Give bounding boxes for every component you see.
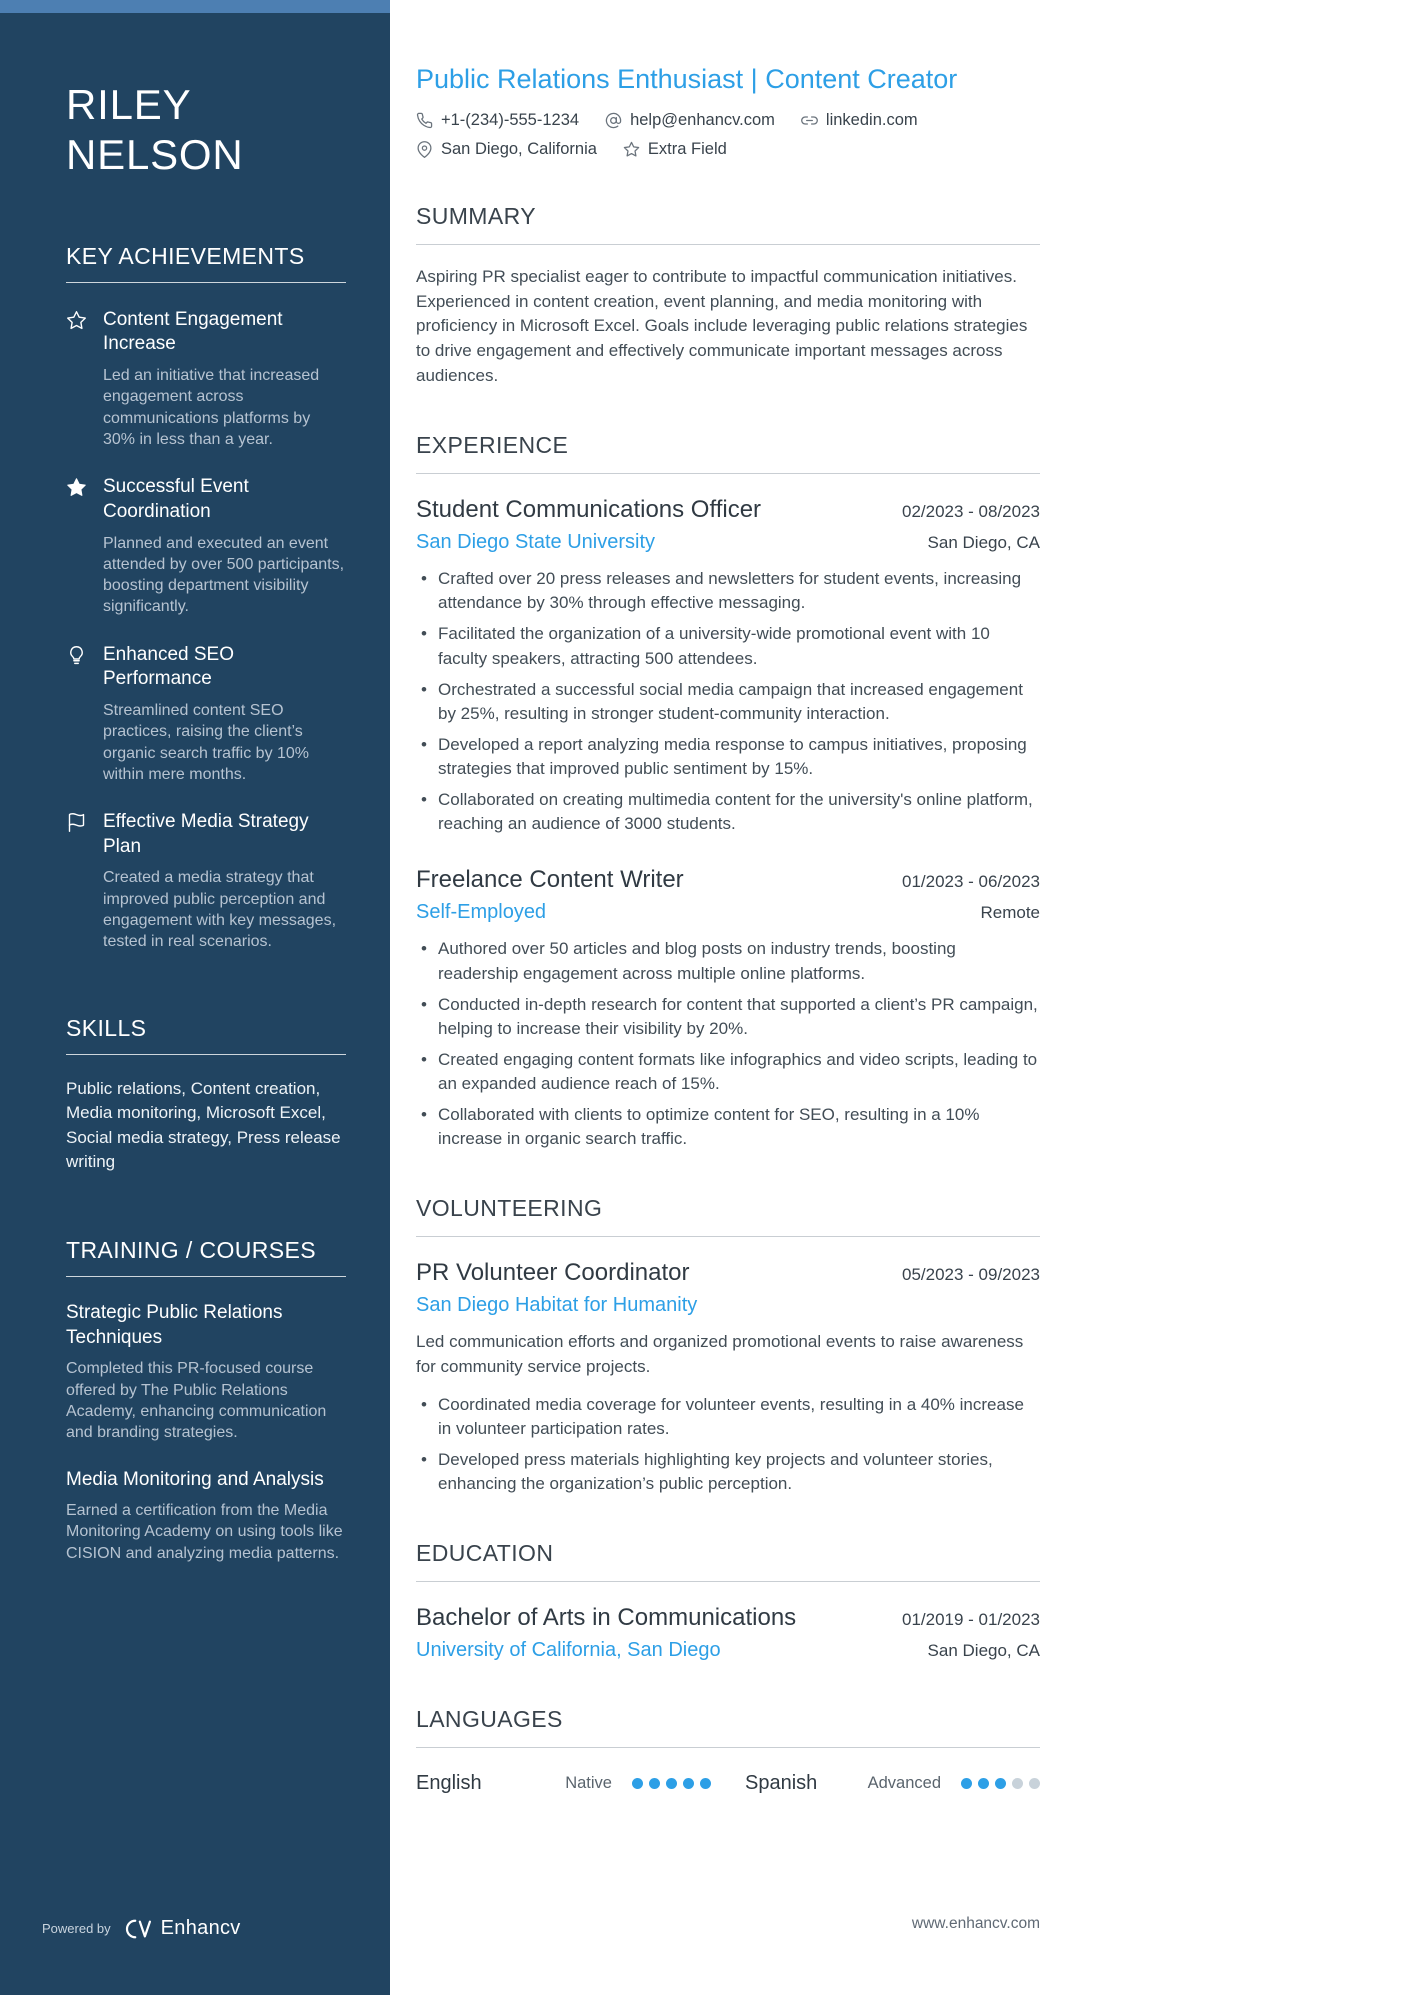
- main-content: [390, 0, 1040, 1795]
- enhancv-brand[interactable]: [123, 1917, 241, 1940]
- bullet-item: • Orchestrated a successful social media campaign that increased engagement by 25%, resulting in stronger student-community interaction.: [416, 678, 1040, 726]
- achievements-list: [66, 308, 346, 953]
- language-name: Spanish: [745, 1772, 818, 1795]
- bullet-item: • Coordinated media coverage for volunteer events, resulting in a 40% increase in volunteer participation rates.: [416, 1393, 1040, 1441]
- role-dates: 05/2023 - 09/2023: [901, 1265, 1040, 1285]
- dot-filled: [666, 1778, 677, 1789]
- entry-subheader: [416, 1639, 1040, 1662]
- language-proficiency-dots: [632, 1778, 711, 1789]
- language-item: [745, 1772, 1040, 1795]
- achievement-item: [66, 643, 346, 785]
- course-item: [66, 1301, 346, 1443]
- company-name: Self-Employed: [416, 901, 547, 924]
- entry-subheader: [416, 1294, 1040, 1317]
- organization-name: San Diego Habitat for Humanity: [416, 1294, 698, 1317]
- key-achievements-heading: KEY ACHIEVEMENTS: [66, 243, 346, 283]
- linkedin-url: linkedin.com: [825, 111, 918, 129]
- powered-by-label: Powered by: [42, 1921, 111, 1936]
- experience-heading: EXPERIENCE: [416, 432, 1040, 474]
- job-bullet-list: [416, 937, 1040, 1151]
- page-title: Public Relations Enthusiast | Content Creator: [416, 64, 958, 94]
- star-outline-icon: [66, 310, 88, 450]
- language-item: [416, 1772, 711, 1795]
- brand-name: Enhancv: [160, 1917, 241, 1939]
- achievement-title: Content Engagement Increase: [103, 308, 283, 355]
- education-heading: EDUCATION: [416, 1540, 1040, 1582]
- dot-empty: [1029, 1778, 1040, 1789]
- job-title: Freelance Content Writer: [416, 866, 684, 894]
- candidate-name: RILEY NELSON: [66, 81, 244, 179]
- summary-text: Aspiring PR specialist eager to contribute to impactful communication initiatives. Experienced in content creation, event planning, and media monitoring with proficiency in Microsoft Excel. Goals include leveraging public relations strategies to drive engagement and effectively communicate important messages across audiences.: [416, 267, 1028, 385]
- course-description: Completed this PR-focused course offered by The Public Relations Academy, enhancing communication and branding strategies.: [66, 1360, 327, 1442]
- role-bullet-list: [416, 1393, 1040, 1497]
- entry-header: [416, 1604, 1040, 1632]
- entry-subheader: [416, 901, 1040, 924]
- achievement-body: [103, 308, 346, 450]
- school-name: University of California, San Diego: [416, 1639, 721, 1662]
- job-dates: 02/2023 - 08/2023: [901, 502, 1040, 522]
- bullet-item: • Developed a report analyzing media response to campus initiatives, proposing strategies that improved public sentiment by 15%.: [416, 733, 1040, 781]
- experience-entry: [416, 496, 1040, 836]
- course-description: Earned a certification from the Media Monitoring Academy on using tools like CISION and analyzing media patterns.: [66, 1502, 343, 1562]
- dot-filled: [978, 1778, 989, 1789]
- sidebar-footer: [42, 1917, 241, 1940]
- language-level: Advanced: [867, 1774, 941, 1793]
- location-text: San Diego, California: [441, 140, 597, 158]
- email-contact[interactable]: [605, 111, 775, 130]
- achievement-title: Effective Media Strategy Plan: [103, 811, 309, 857]
- dot-empty: [1012, 1778, 1023, 1789]
- achievement-item: [66, 810, 346, 952]
- entry-header: [416, 496, 1040, 524]
- link-icon: [801, 112, 818, 129]
- entry-subheader: [416, 531, 1040, 554]
- achievement-title: Successful Event Coordination: [103, 476, 249, 522]
- achievement-title: Enhanced SEO Performance: [103, 643, 234, 690]
- job-title: Student Communications Officer: [416, 496, 762, 524]
- bullet-item: • Developed press materials highlighting key projects and volunteer stories, enhancing the organization’s public perception.: [416, 1448, 1040, 1496]
- achievement-item: [66, 475, 346, 617]
- bullet-item: • Collaborated on creating multimedia content for the university's online platform, reaching an audience of 3000 students.: [416, 788, 1040, 836]
- course-item: [66, 1468, 346, 1564]
- education-dates: 01/2019 - 01/2023: [901, 1610, 1040, 1630]
- dot-filled: [700, 1778, 711, 1789]
- dot-filled: [683, 1778, 694, 1789]
- dot-filled: [649, 1778, 660, 1789]
- language-name: English: [416, 1772, 482, 1795]
- job-location: Remote: [980, 903, 1040, 923]
- education-location: San Diego, CA: [927, 1641, 1040, 1661]
- company-name: San Diego State University: [416, 531, 656, 554]
- phone-number: +1-(234)-555-1234: [441, 111, 580, 129]
- achievement-description: Led an initiative that increased engagement across communications platforms by 30% in less than a year.: [103, 367, 320, 448]
- enhancv-logo-icon: [123, 1918, 153, 1940]
- location-pin-icon: [416, 141, 433, 158]
- skills-text: Public relations, Content creation, Media monitoring, Microsoft Excel, Social media strategy, Press release writing: [66, 1078, 341, 1172]
- experience-entry: [416, 866, 1040, 1151]
- email-address: help@enhancv.com: [630, 111, 775, 129]
- volunteering-heading: VOLUNTEERING: [416, 1195, 1040, 1237]
- website-link[interactable]: www.enhancv.com: [911, 1915, 1040, 1932]
- phone-icon: [416, 112, 433, 129]
- bullet-item: • Conducted in-depth research for content that supported a client’s PR campaign, helping to increase their visibility by 20%.: [416, 993, 1040, 1041]
- star-filled-icon: [66, 477, 88, 617]
- phone-contact: [416, 111, 579, 130]
- summary-heading: SUMMARY: [416, 203, 1040, 245]
- dot-filled: [632, 1778, 643, 1789]
- location-contact: [416, 140, 597, 159]
- languages-row: [416, 1772, 1040, 1795]
- star-icon: [623, 141, 640, 158]
- job-dates: 01/2023 - 06/2023: [901, 872, 1040, 892]
- extra-field-contact: [623, 140, 727, 159]
- achievement-description: Planned and executed an event attended by over 500 participants, boosting department visibility significantly.: [103, 534, 345, 616]
- bullet-item: • Collaborated with clients to optimize content for SEO, resulting in a 10% increase in organic search traffic.: [416, 1103, 1040, 1151]
- achievement-body: [103, 810, 346, 952]
- role-description: Led communication efforts and organized promotional events to raise awareness for community service projects.: [416, 1332, 1024, 1377]
- role-title: PR Volunteer Coordinator: [416, 1259, 690, 1287]
- job-bullet-list: [416, 567, 1040, 836]
- course-title: Media Monitoring and Analysis: [66, 1468, 324, 1490]
- training-heading: TRAINING / COURSES: [66, 1237, 346, 1277]
- language-level: Native: [565, 1774, 612, 1793]
- flag-icon: [66, 812, 88, 952]
- achievement-body: [103, 643, 346, 785]
- linkedin-contact[interactable]: [801, 111, 918, 130]
- at-icon: [605, 112, 622, 129]
- course-title: Strategic Public Relations Techniques: [66, 1302, 283, 1348]
- degree-title: Bachelor of Arts in Communications: [416, 1604, 797, 1632]
- achievement-body: [103, 475, 346, 617]
- education-entry: [416, 1604, 1040, 1662]
- sidebar: [0, 0, 390, 1995]
- achievement-item: [66, 308, 346, 450]
- languages-heading: LANGUAGES: [416, 1706, 1040, 1748]
- achievement-description: Created a media strategy that improved public perception and engagement with key messages, tested in real scenarios.: [103, 869, 337, 951]
- skills-heading: SKILLS: [66, 1015, 346, 1055]
- dot-filled: [995, 1778, 1006, 1789]
- achievement-description: Streamlined content SEO practices, raising the client’s organic search traffic by 10% within mere months.: [103, 702, 310, 783]
- volunteering-entry: [416, 1259, 1040, 1496]
- language-proficiency-dots: [961, 1778, 1040, 1789]
- contact-row: [416, 111, 1040, 159]
- bullet-item: • Authored over 50 articles and blog posts on industry trends, boosting readership engagement across multiple online platforms.: [416, 937, 1040, 985]
- bullet-item: • Facilitated the organization of a university-wide promotional event with 10 faculty speakers, attracting 500 attendees.: [416, 622, 1040, 670]
- entry-header: [416, 1259, 1040, 1287]
- job-location: San Diego, CA: [927, 533, 1040, 553]
- extra-field-text: Extra Field: [647, 140, 727, 158]
- dot-filled: [961, 1778, 972, 1789]
- lightbulb-icon: [66, 645, 88, 785]
- accent-bar: [0, 0, 390, 13]
- bullet-item: • Crafted over 20 press releases and newsletters for student events, increasing attendance by 30% through effective messaging.: [416, 567, 1040, 615]
- bullet-item: • Created engaging content formats like infographics and video scripts, leading to an expanded audience reach of 15%.: [416, 1048, 1040, 1096]
- entry-header: [416, 866, 1040, 894]
